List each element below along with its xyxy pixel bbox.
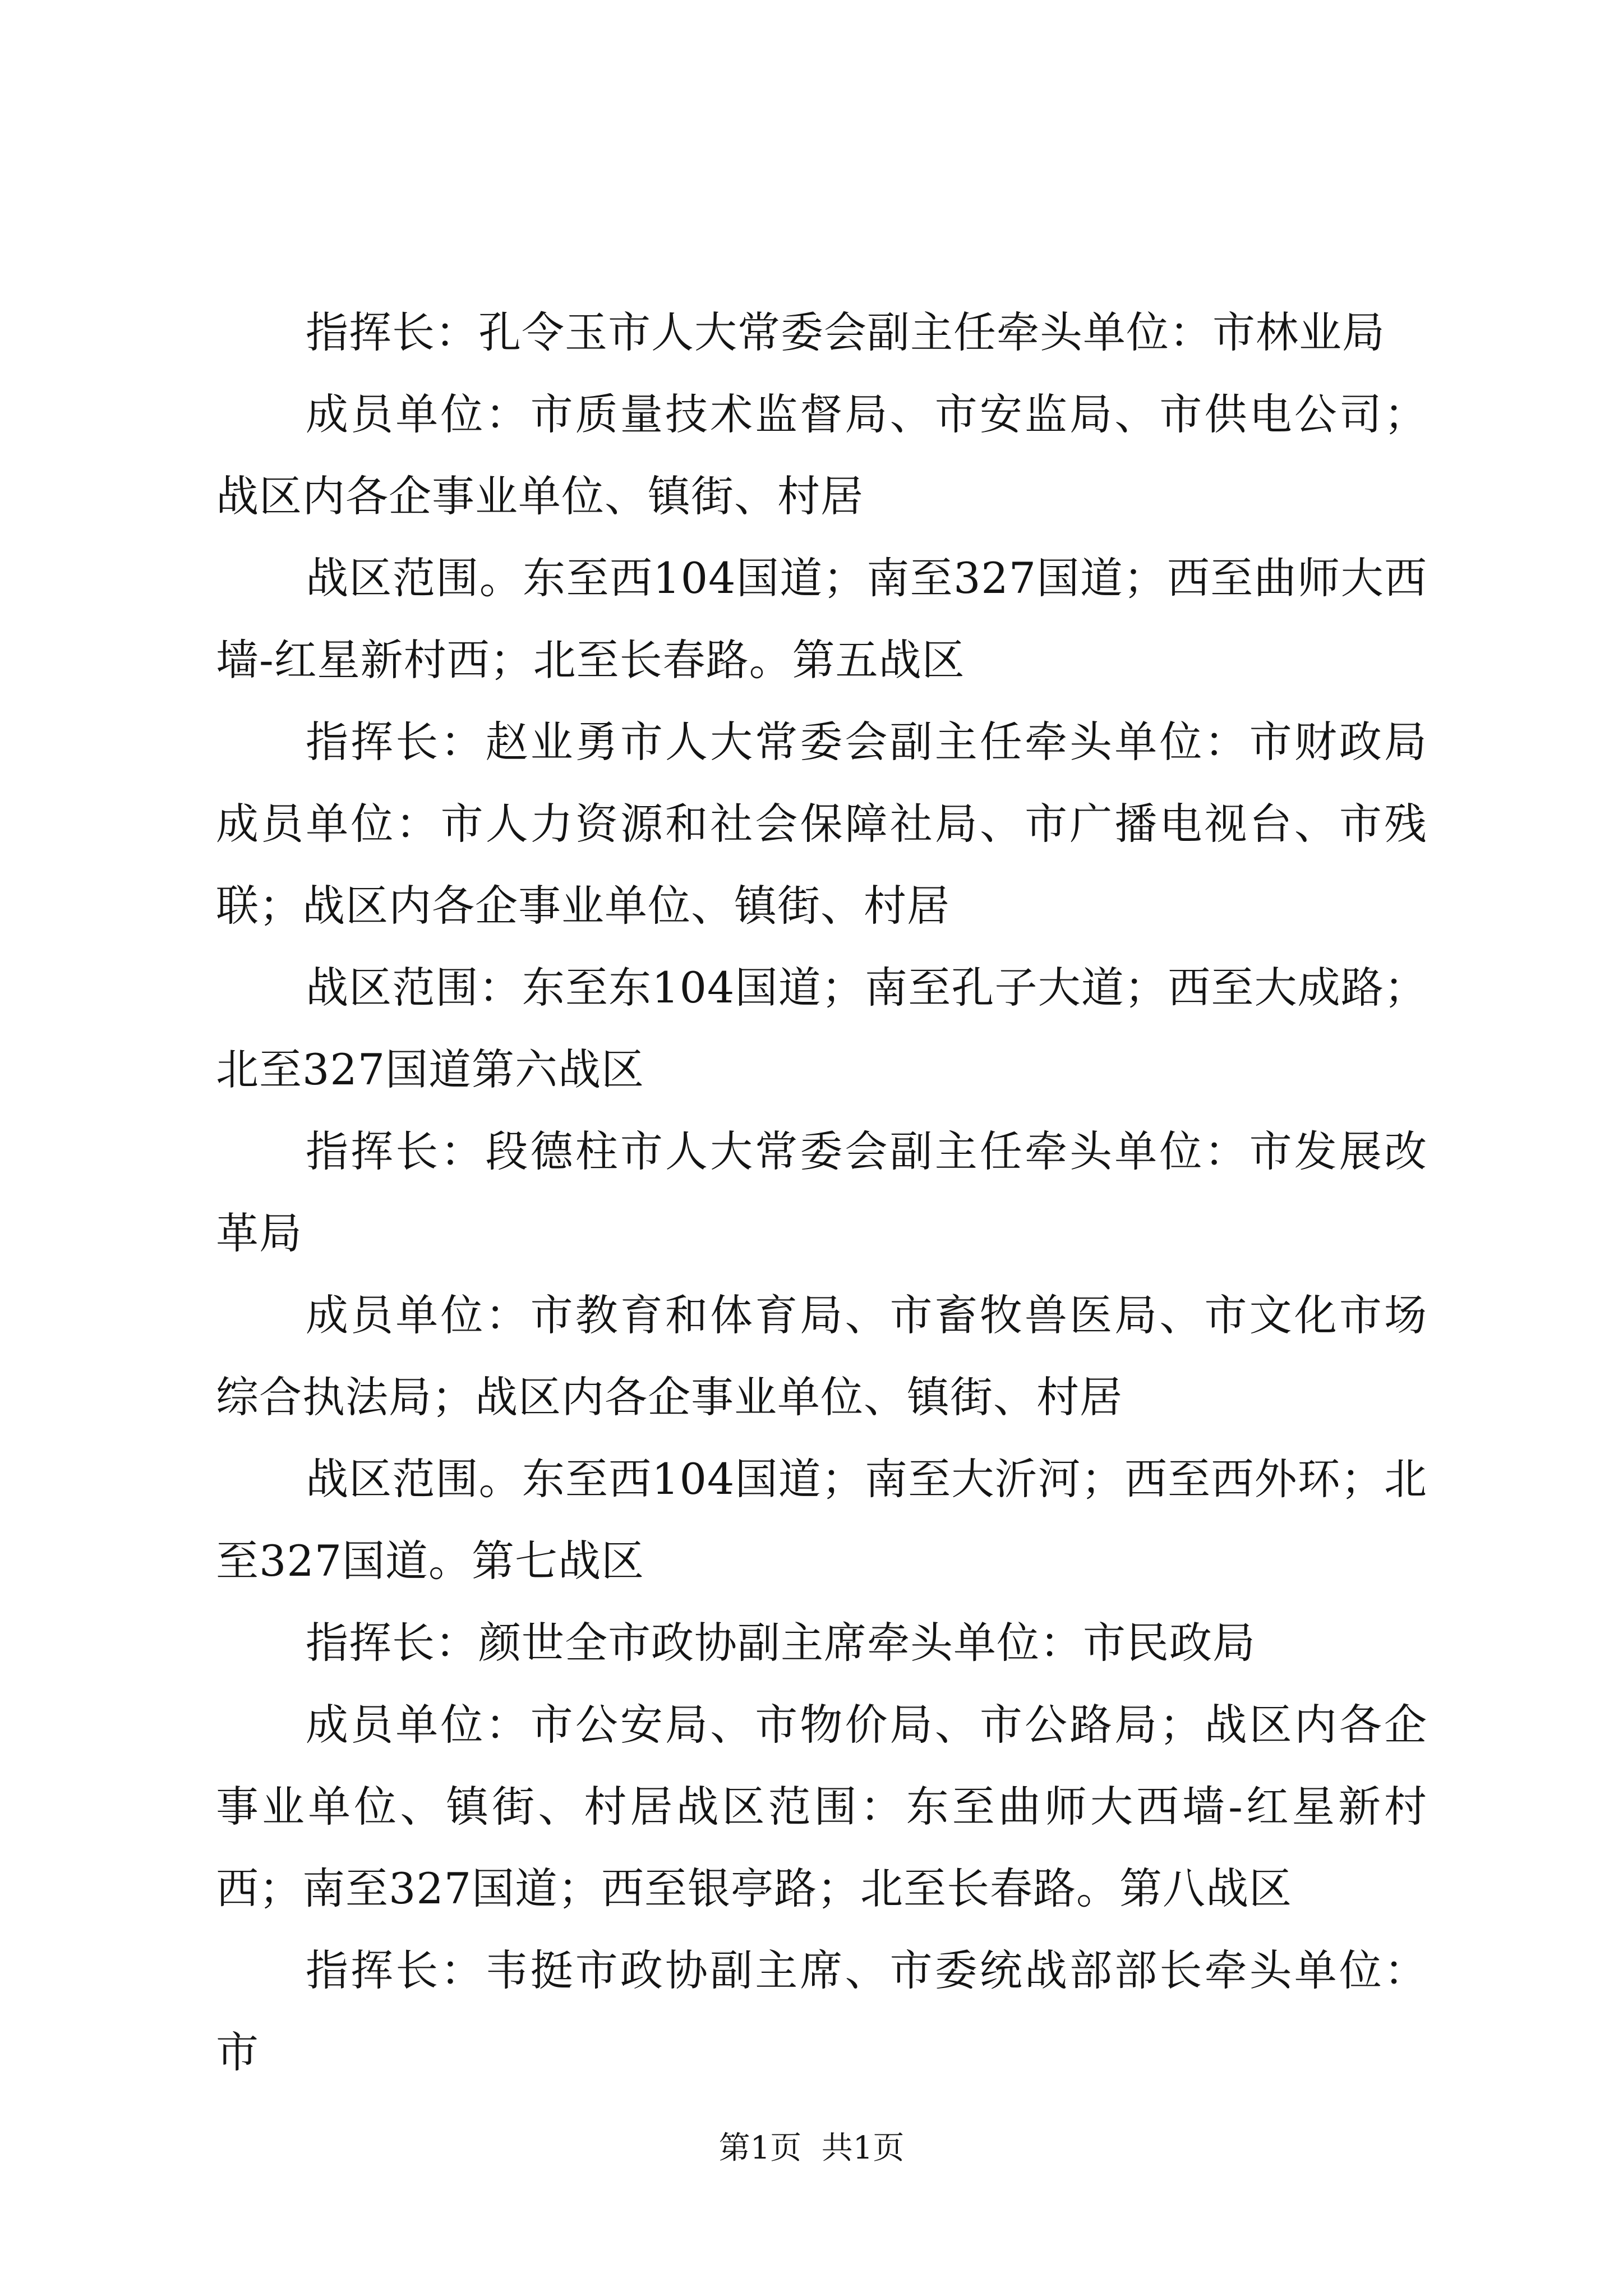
- paragraph-9: 指挥长：颜世全市政协副主席牵头单位：市民政局: [306, 1618, 1256, 1668]
- paragraph-6: 指挥长：段德柱市人大常委会副主任牵头单位：市发展改革局: [216, 1126, 1427, 1258]
- paragraph-10: 成员单位：市公安局、市物价局、市公路局；战区内各企事业单位、镇街、村居战区范围：东至曲师大西墙-红星新村西；南至327国道；西至银亭路；北至长春路。第八战区: [216, 1700, 1427, 1913]
- paragraph-4: 指挥长：赵业勇市人大常委会副主任牵头单位：市财政局成员单位：市人力资源和社会保障社局、市广播电视台、市残联；战区内各企事业单位、镇街、村居: [216, 717, 1427, 931]
- paragraph-2: 成员单位：市质量技术监督局、市安监局、市供电公司；战区内各企事业单位、镇街、村居: [216, 389, 1427, 521]
- paragraph-1: 指挥长：孔令玉市人大常委会副主任牵头单位：市林业局: [306, 307, 1385, 357]
- paragraph-8: 战区范围。东至西104国道；南至大沂河；西至西外环；北至327国道。第七战区: [216, 1454, 1427, 1586]
- page-footer: 第1页 共1页: [718, 2130, 905, 2166]
- paragraph-5: 战区范围：东至东104国道；南至孔子大道；西至大成路；北至327国道第六战区: [216, 963, 1427, 1094]
- paragraph-11: 指挥长：韦挺市政协副主席、市委统战部部长牵头单位：市: [216, 1945, 1427, 2077]
- paragraph-3: 战区范围。东至西104国道；南至327国道；西至曲师大西墙-红星新村西；北至长春路。第五战区: [216, 553, 1427, 685]
- paragraph-7: 成员单位：市教育和体育局、市畜牧兽医局、市文化市场综合执法局；战区内各企事业单位、镇街、村居: [216, 1290, 1427, 1422]
- document-body: [216, 292, 1427, 2093]
